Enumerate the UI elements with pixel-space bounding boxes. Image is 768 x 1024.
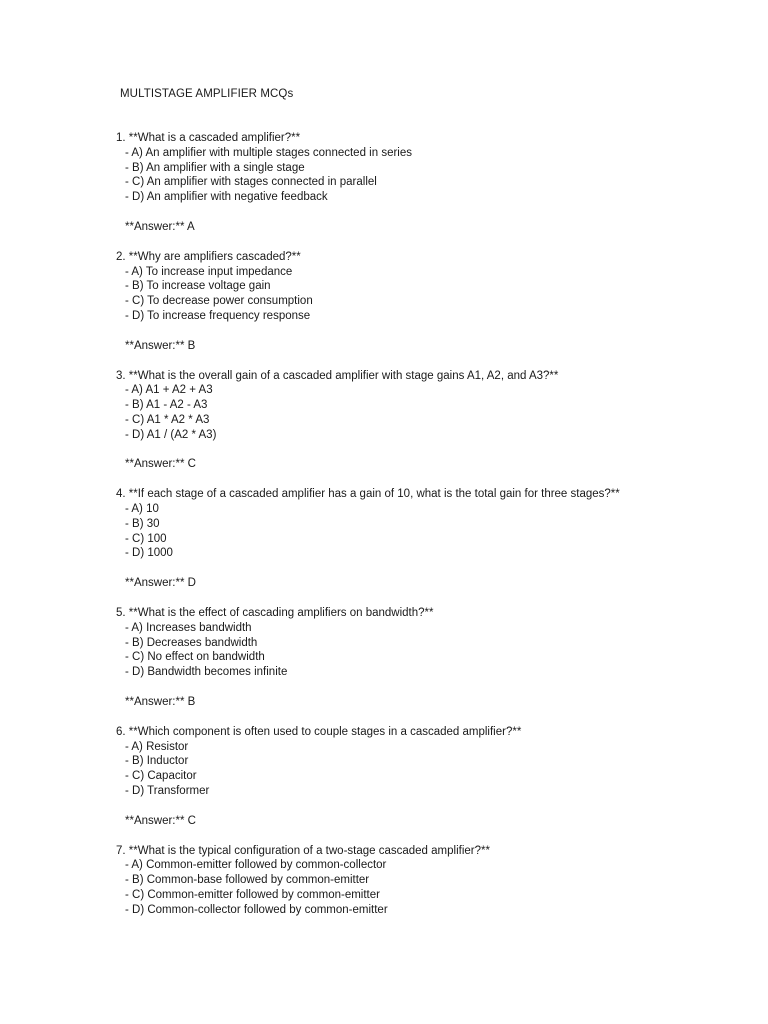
option-c: - C) An amplifier with stages connected in parallel	[125, 176, 377, 189]
question-2	[116, 250, 736, 354]
option-c: - C) No effect on bandwidth	[125, 651, 265, 664]
question-list	[116, 131, 736, 918]
question-text: 7. **What is the typical configuration of a two-stage cascaded amplifier?**	[116, 844, 490, 857]
option-d: - D) Transformer	[125, 785, 210, 798]
option-d: - D) Common-collector followed by common-emitter	[125, 903, 388, 916]
option-a: - A) Resistor	[125, 740, 189, 753]
option-b: - B) An amplifier with a single stage	[125, 161, 305, 174]
option-a: - A) Common-emitter followed by common-collector	[125, 859, 387, 872]
option-b: - B) Inductor	[125, 755, 189, 768]
question-text: 1. **What is a cascaded amplifier?**	[116, 132, 301, 144]
option-c: - C) Capacitor	[125, 770, 197, 783]
option-d: - D) To increase frequency response	[125, 309, 311, 322]
question-5	[116, 606, 736, 710]
answer-line: **Answer:** C	[125, 458, 196, 471]
document-title: MULTISTAGE AMPLIFIER MCQs	[120, 88, 294, 100]
option-a: - A) An amplifier with multiple stages connected in series	[125, 146, 412, 159]
option-list	[116, 146, 736, 205]
question-3	[116, 369, 736, 473]
answer-line: **Answer:** C	[125, 814, 196, 827]
option-c: - C) A1 * A2 * A3	[125, 413, 210, 426]
answer-line: **Answer:** B	[125, 339, 196, 352]
option-c: - C) To decrease power consumption	[125, 295, 313, 308]
question-text: 2. **Why are amplifiers cascaded?**	[116, 250, 301, 263]
option-list	[116, 502, 736, 561]
option-b: - B) To increase voltage gain	[125, 280, 271, 293]
option-list	[116, 858, 736, 917]
option-list	[116, 740, 736, 799]
option-a: - A) Increases bandwidth	[125, 621, 252, 634]
option-list	[116, 265, 736, 324]
option-b: - B) A1 - A2 - A3	[125, 399, 208, 412]
question-4	[116, 487, 736, 591]
question-text: 3. **What is the overall gain of a cascaded amplifier with stage gains A1, A2, and A3?**	[116, 369, 559, 382]
option-b: - B) 30	[125, 517, 160, 530]
option-d: - D) An amplifier with negative feedback	[125, 191, 328, 204]
question-6	[116, 725, 736, 829]
option-d: - D) Bandwidth becomes infinite	[125, 666, 288, 679]
question-7	[116, 844, 736, 918]
option-c: - C) Common-emitter followed by common-emitter	[125, 888, 380, 901]
question-text: 6. **Which component is often used to couple stages in a cascaded amplifier?**	[116, 725, 522, 738]
question-text: 4. **If each stage of a cascaded amplifier has a gain of 10, what is the total gain for three stages?**	[116, 488, 620, 501]
option-list	[116, 621, 736, 680]
answer-line: **Answer:** A	[125, 220, 195, 233]
answer-line: **Answer:** D	[125, 577, 196, 590]
option-a: - A) A1 + A2 + A3	[125, 384, 213, 397]
question-text: 5. **What is the effect of cascading amplifiers on bandwidth?**	[116, 607, 434, 620]
question-1	[116, 131, 736, 235]
option-d: - D) 1000	[125, 547, 173, 560]
answer-line: **Answer:** B	[125, 695, 196, 708]
option-b: - B) Decreases bandwidth	[125, 636, 258, 649]
option-d: - D) A1 / (A2 * A3)	[125, 428, 217, 441]
option-list	[116, 383, 736, 442]
option-c: - C) 100	[125, 532, 167, 545]
option-b: - B) Common-base followed by common-emitter	[125, 874, 370, 887]
option-a: - A) 10	[125, 503, 159, 516]
option-a: - A) To increase input impedance	[125, 265, 293, 278]
